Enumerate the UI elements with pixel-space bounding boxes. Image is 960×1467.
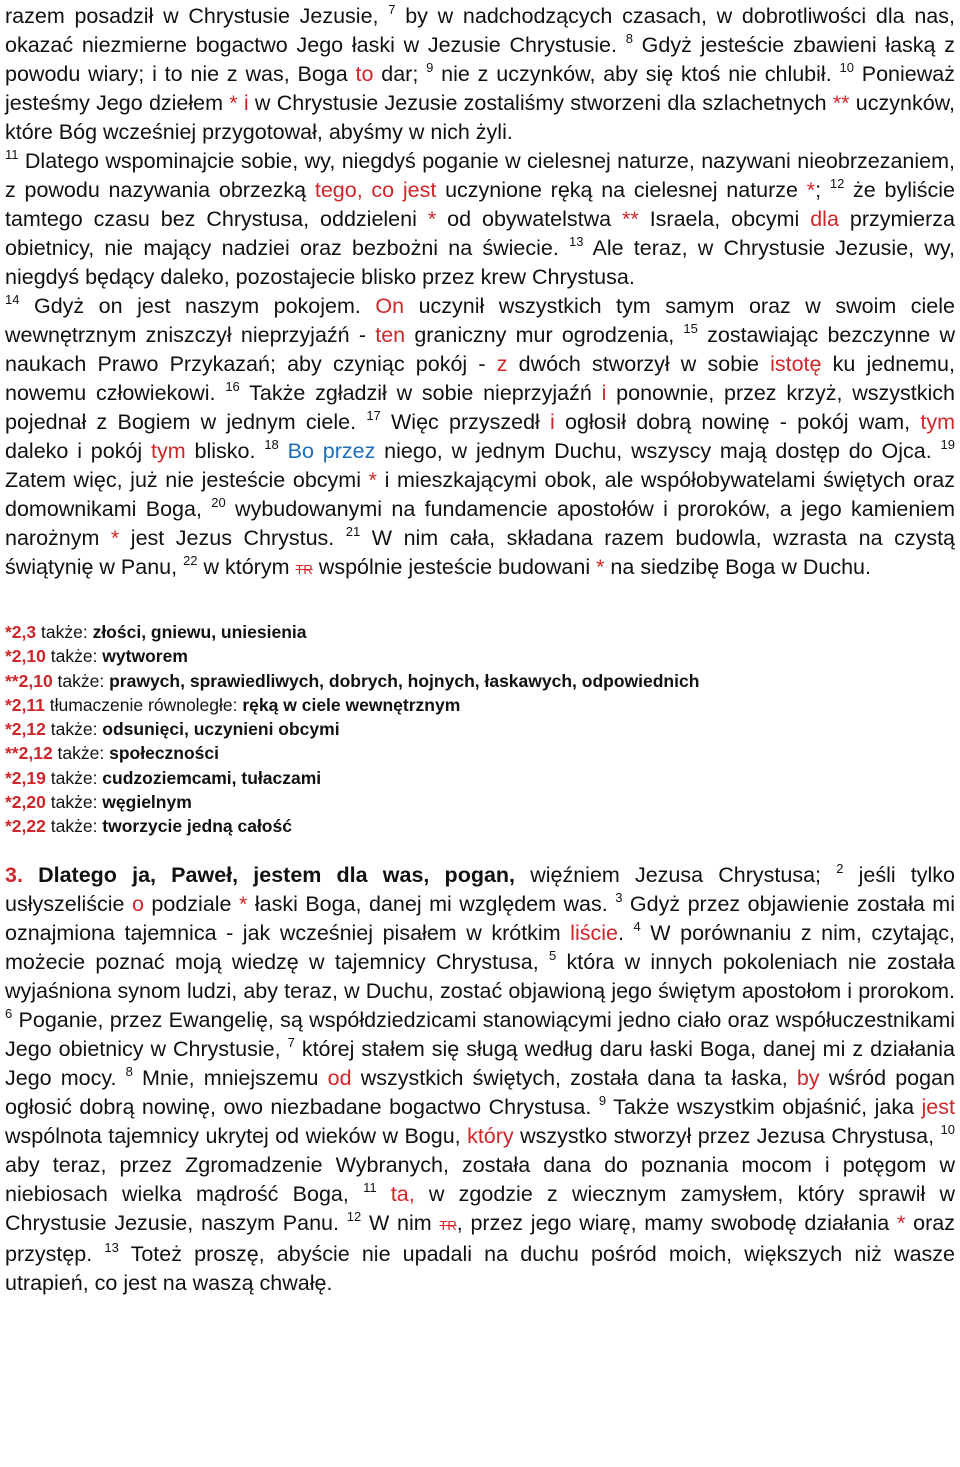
text-run: zostawiając bezczynne w naukach Prawo Przykazań; aby czyniąc pokój -	[5, 323, 955, 376]
text-run: dwóch stworzył w sobie	[507, 352, 771, 376]
text-run: Gdyż przez objawienie została mi oznajmiona tajemnica - jak wcześniej pisałem w krótkim	[5, 891, 955, 945]
text-run: aby teraz, przez Zgromadzenie Wybranych, została dana do poznania mocom i potęgom w niebiosach wielka mądrość Boga,	[5, 1152, 955, 1206]
text-run: uczynił wszystkich tym samym oraz w swoim ciele wewnętrznym zniszczył nieprzyjaźń -	[5, 294, 955, 347]
text-run: łaski Boga, danej mi względem was.	[247, 891, 616, 916]
text-run: by	[796, 1065, 820, 1090]
verse-number: 13	[104, 1239, 119, 1255]
footnote: *2,12 także: odsunięci, uczynieni obcymi	[5, 719, 340, 740]
text-run: daleko i pokój	[5, 439, 152, 463]
verse-number: 12	[346, 1208, 362, 1224]
text-run: Mnie, mniejszemu	[132, 1065, 328, 1090]
verse-number: 8	[125, 1063, 133, 1079]
text-run: na siedzibę Boga w Duchu.	[604, 555, 871, 579]
text-run: istotę	[770, 352, 822, 376]
verse-number: 3	[615, 889, 623, 905]
text-run: Dlatego ja, Paweł, jestem dla was, pogan,	[22, 862, 516, 887]
footnote: *2,3 także: złości, gniewu, uniesienia	[5, 622, 307, 642]
paragraph-eph-2-7	[5, 0, 955, 147]
text-run: Bo przez	[287, 439, 376, 463]
verse-number: 7	[388, 2, 396, 17]
text-run: przymierza obietnicy, nie mający nadziei oraz bezbożni na świecie.	[5, 207, 955, 260]
text-run: Więc przyszedł	[380, 410, 551, 434]
text-run: tym	[151, 439, 186, 463]
verse-number: 15	[683, 321, 698, 336]
text-run: niego, w jednym Duchu, wszyscy mają dostęp do Ojca.	[375, 439, 941, 463]
text-run: w Chrystusie Jezusie zostaliśmy stworzeni dla szlachetnych	[248, 91, 833, 115]
text-run: że byliście tamtego czasu bez Chrystusa, oddzieleni	[5, 178, 956, 231]
text-run: nie z uczynków, aby się ktoś nie chlubił.	[433, 62, 840, 86]
text-run: Zatem więc, już nie jesteście obcymi	[5, 468, 369, 492]
text-run: wspólnie jesteście budowani	[312, 555, 597, 579]
text-run: razem posadził w Chrystusie Jezusie,	[5, 4, 389, 28]
text-run: ku jednemu, nowemu człowiekowi.	[5, 352, 955, 405]
text-run: *	[427, 207, 437, 231]
text-run: Gdyż on jest naszym pokojem.	[19, 294, 376, 318]
text-run: W nim cała, składana razem budowla, wzrasta na czystą świątynię w Panu,	[5, 526, 956, 579]
text-run: z	[496, 352, 508, 376]
text-run: *	[897, 1210, 906, 1235]
text-run: Gdyż jesteście zbawieni łaską z powodu wiary; i to nie z was, Boga	[5, 33, 955, 86]
text-run: ten	[375, 323, 406, 347]
verse-number: 10	[940, 1121, 955, 1137]
text-run: który	[467, 1123, 514, 1148]
text-run: wspólnota tajemnicy ukrytej od wieków w Bogu,	[5, 1123, 468, 1148]
verse-number: 16	[225, 379, 240, 394]
text-run: jest Jezus Chrystus.	[119, 526, 346, 550]
text-run: wśród pogan ogłosić dobrą nowinę, owo niezbadane bogactwo Chrystusa.	[5, 1065, 955, 1119]
text-run: blisko.	[185, 439, 265, 463]
text-run: i	[550, 410, 555, 434]
text-run: *	[229, 91, 238, 115]
verse-number: 19	[940, 437, 955, 452]
footnote: *2,10 także: wytworem	[5, 646, 188, 667]
text-run: by w nadchodzących czasach, w dobrotliwości dla nas, okazać niezmierne bogactwo Jego łaski w Jezusie Chrystusie.	[5, 4, 955, 57]
text-run: *	[368, 468, 377, 492]
text-run: wszystkich świętych, została dana ta łaska,	[351, 1065, 797, 1090]
text-run: i	[243, 91, 249, 115]
text-run: której stałem się sługą według daru łaski Boga, danej mi z działania Jego mocy.	[5, 1036, 955, 1090]
verse-number: 9	[426, 60, 434, 75]
text-run: ponownie, przez krzyż, wszystkich pojednał z Bogiem w jednym ciele.	[5, 381, 955, 434]
text-run: Także zgładził w sobie nieprzyjaźń	[239, 381, 602, 405]
text-run: liście	[570, 920, 618, 945]
text-run: wybudowanymi na fundamencie apostołów i proroków, a jego kamieniem narożnym	[5, 497, 955, 550]
verse-number: 7	[287, 1034, 295, 1050]
text-run: uczynków, które Bóg wcześniej przygotował, abyśmy w nich żyli.	[5, 91, 955, 144]
text-run: od	[327, 1065, 352, 1090]
verse-number: 9	[598, 1092, 607, 1108]
footnotes	[5, 620, 955, 839]
text-run: Ale teraz, w Chrystusie Jezusie, wy, niegdyś będący daleko, pozostajecie blisko przez krew Chrystusa.	[5, 236, 955, 289]
text-run: od obywatelstwa	[436, 207, 623, 231]
verse-number: 22	[183, 553, 198, 568]
paragraph-eph-3-1	[5, 861, 955, 1298]
text-run: ta,	[390, 1181, 415, 1206]
text-run: 3.	[5, 862, 23, 887]
text-run: *	[596, 555, 605, 579]
text-run: więźniem Jezusa Chrystusa;	[515, 862, 837, 887]
text-run: Israela, obcymi	[638, 207, 811, 231]
paragraph-eph-2-11	[5, 147, 955, 292]
text-run: uczynione ręką na cielesnej naturze	[436, 178, 807, 202]
text-run: Toteż proszę, abyście nie upadali na duchu pośród moich, większych niż wasze utrapień, co jest na waszą chwałę.	[5, 1241, 955, 1295]
text-run: Także wszystkim objaśnić, jaka	[606, 1094, 922, 1119]
text-run: W porównaniu z nim, czytając, możecie poznać moją wiedzę w tajemnicy Chrystusa,	[5, 920, 955, 974]
text-run: to	[355, 62, 374, 86]
footnote: *2,19 także: cudzoziemcami, tułaczami	[5, 767, 322, 788]
text-run: On	[375, 294, 405, 318]
text-run: dar;	[373, 62, 427, 86]
verse-number: 10	[839, 60, 854, 75]
strike-mark: TR	[295, 562, 313, 577]
strike-mark: TR	[439, 1217, 457, 1233]
text-run: W nim	[361, 1210, 440, 1235]
text-run: jest	[921, 1094, 955, 1119]
paragraph-eph-2-14	[5, 292, 955, 584]
verse-number: 11	[363, 1179, 377, 1195]
text-run: ;	[815, 178, 830, 202]
text-run: Ponieważ jesteśmy Jego dziełem	[5, 62, 955, 115]
footnote: **2,12 także: społeczności	[5, 743, 220, 764]
footnote: *2,22 także: tworzycie jedną całość	[5, 816, 292, 837]
verse-number: 4	[633, 918, 641, 934]
text-run: *	[806, 178, 816, 202]
text-run: **	[622, 207, 639, 231]
verse-number: 20	[211, 495, 226, 510]
text-run: ogłosił dobrą nowinę - pokój wam,	[554, 410, 921, 434]
text-run: .	[617, 920, 634, 945]
verse-number: 21	[345, 524, 361, 539]
text-run: , przez jego wiarę, mamy swobodę działania	[456, 1210, 898, 1235]
text-run	[279, 439, 288, 463]
text-run: w zgodzie z wiecznym zamysłem, który sprawił w Chrystusie Jezusie, naszym Panu.	[5, 1181, 955, 1235]
verse-number: 17	[366, 408, 381, 423]
text-run: oraz przystęp.	[5, 1210, 955, 1266]
text-run: jeśli tylko usłyszeliście	[5, 862, 955, 916]
text-run: podziale	[143, 891, 239, 916]
verse-number: 8	[625, 31, 633, 46]
text-run: *	[110, 526, 120, 550]
verse-number: 5	[549, 947, 557, 963]
text-run: **	[832, 91, 850, 115]
footnote: *2,20 także: węgielnym	[5, 792, 192, 813]
text-run: tego, co jest	[314, 178, 437, 202]
verse-number: 11	[5, 147, 19, 162]
text-run: Dlatego wspominajcie sobie, wy, niegdyś poganie w cielesnej naturze, nazywani nieobrzezaniem, z powodu nazywania obrzezką	[5, 149, 955, 202]
text-run: Poganie, przez Ewangelię, są współdziedzicami stanowiącymi jedno ciało oraz współuczestnikami Jego obietnicy w Chrystusie,	[5, 1007, 955, 1061]
verse-number: 13	[569, 234, 584, 249]
footnote: *2,11 tłumaczenie równoległe: ręką w ciele wewnętrznym	[5, 694, 461, 715]
text-run: dla	[810, 207, 839, 231]
verse-number: 14	[5, 292, 20, 307]
text-run: graniczny mur ogrodzenia,	[405, 323, 684, 347]
verse-number: 18	[264, 437, 279, 452]
text-run	[377, 1182, 391, 1206]
verse-number: 6	[5, 1005, 13, 1021]
text-run: wszystko stworzył przez Jezusa Chrystusa,	[513, 1123, 941, 1148]
text-run: która w innych pokoleniach nie została wyjaśniona synom ludzi, aby teraz, w Duchu, zostać objawioną jego świętym apostołom i prorokom.	[5, 949, 955, 1003]
text-run: i	[601, 381, 607, 405]
text-run: w którym	[197, 555, 296, 579]
text-run: o	[131, 891, 144, 916]
verse-number: 12	[829, 176, 845, 191]
text-run: i mieszkającymi obok, ale współobywatelami świętych oraz domownikami Boga,	[5, 468, 955, 521]
text-run: tym	[920, 410, 956, 434]
text-run: *	[238, 891, 248, 916]
verse-number: 2	[836, 860, 844, 876]
footnote: **2,10 także: prawych, sprawiedliwych, dobrych, hojnych, łaskawych, odpowiednich	[5, 670, 700, 691]
